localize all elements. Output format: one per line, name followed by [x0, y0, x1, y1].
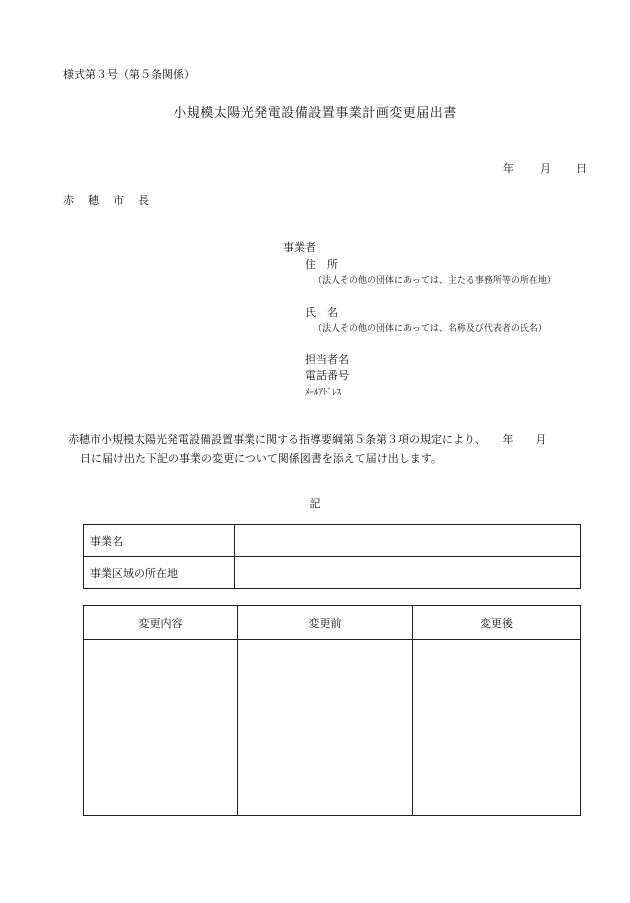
- project-location-field[interactable]: [235, 557, 581, 589]
- name-note: （法人その他の団体にあっては、名称及び代表者の氏名）: [313, 324, 547, 334]
- project-name-label: 事業名: [84, 525, 235, 557]
- after-change-header: 変更後: [413, 606, 581, 640]
- body-paragraph: [68, 430, 588, 468]
- project-location-label: 事業区域の所在地: [84, 557, 235, 589]
- change-table: [83, 605, 581, 816]
- name-label: 氏 名: [305, 306, 338, 319]
- date-day-label: 日: [576, 162, 587, 175]
- applicant-heading: 事業者: [283, 241, 316, 254]
- change-content-cell[interactable]: [84, 640, 238, 816]
- document-title: 小規模太陽光発電設備設置事業計画変更届出書: [173, 106, 457, 121]
- date-year-label: 年: [503, 162, 514, 175]
- ki-heading: 記: [309, 497, 321, 510]
- table-row: [84, 557, 581, 589]
- email-label: ﾒｰﾙｱﾄﾞﾚｽ: [305, 388, 342, 398]
- form-number: 様式第３号（第５条関係）: [63, 68, 195, 81]
- before-change-cell[interactable]: [238, 640, 413, 816]
- table-row: [84, 525, 581, 557]
- address-label: 住 所: [305, 258, 338, 271]
- project-name-field[interactable]: [235, 525, 581, 557]
- table-header-row: [84, 606, 581, 640]
- change-content-header: 変更内容: [84, 606, 238, 640]
- after-change-cell[interactable]: [413, 640, 581, 816]
- date-month-label: 月: [540, 162, 551, 175]
- before-change-header: 変更前: [238, 606, 413, 640]
- table-row: [84, 640, 581, 816]
- body-line-2: 日に届け出た下記の事業の変更について関係図書を添えて届け出します。: [80, 452, 442, 465]
- addressee: 赤穂市長: [63, 194, 163, 207]
- project-table: [83, 524, 581, 589]
- phone-label: 電話番号: [305, 369, 349, 382]
- body-line-1: 赤穂市小規模太陽光発電設備設置事業に関する指導要綱第５条第３項の規定により、 年 月: [68, 433, 547, 446]
- address-note: （法人その他の団体にあっては、主たる事務所等の所在地）: [313, 276, 556, 286]
- contact-person-label: 担当者名: [305, 353, 349, 366]
